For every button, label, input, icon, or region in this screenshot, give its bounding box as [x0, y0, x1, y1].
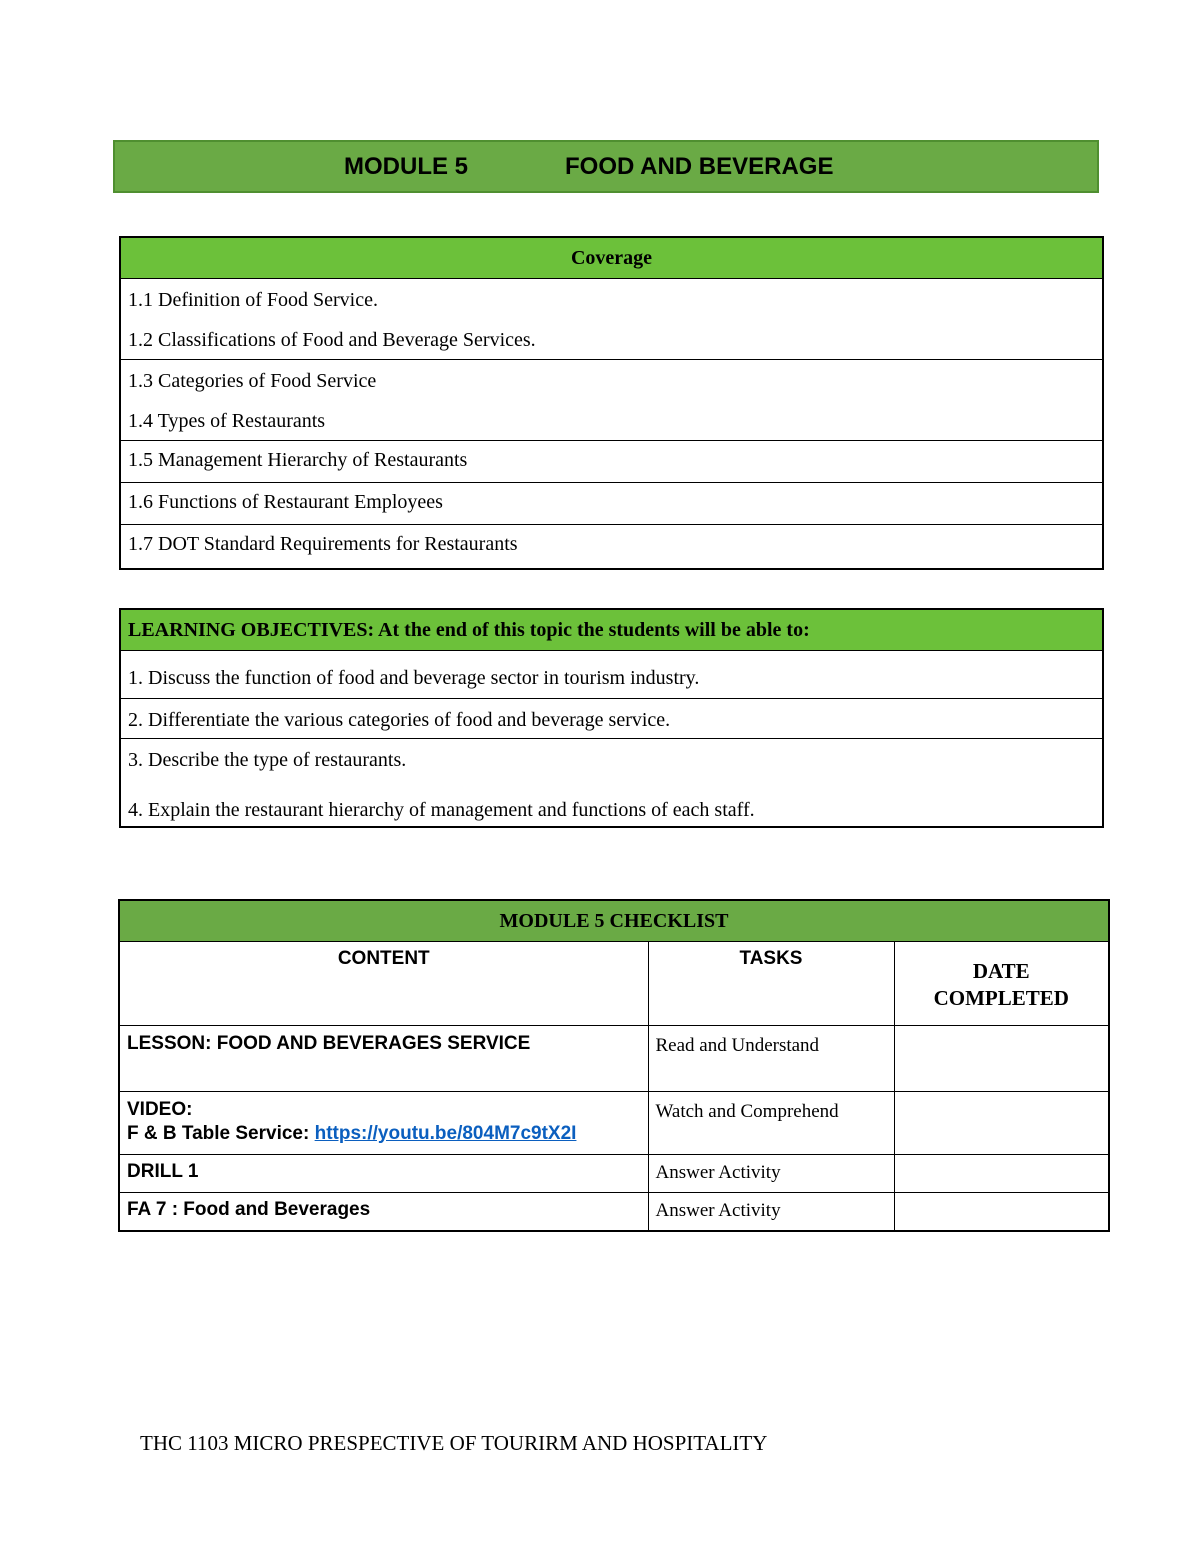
- task-cell: Watch and Comprehend: [648, 1092, 894, 1155]
- objective-item: 3. Describe the type of restaurants.: [128, 749, 407, 771]
- coverage-item: 1.1 Definition of Food Service.: [128, 289, 378, 311]
- date-completed-cell[interactable]: [894, 1092, 1109, 1155]
- coverage-item: 1.6 Functions of Restaurant Employees: [128, 491, 443, 513]
- coverage-heading: Coverage: [120, 237, 1103, 279]
- module-number: MODULE 5: [344, 153, 469, 180]
- coverage-item: 1.4 Types of Restaurants: [128, 410, 326, 432]
- objective-row: [120, 739, 1103, 827]
- coverage-row: [120, 525, 1103, 570]
- objective-row: [120, 651, 1103, 699]
- video-label: VIDEO:: [127, 1099, 193, 1120]
- table-row: [119, 1092, 1109, 1155]
- video-link[interactable]: https://youtu.be/804M7c9tX2I: [314, 1123, 577, 1144]
- coverage-row: [120, 279, 1103, 360]
- coverage-item: 1.5 Management Hierarchy of Restaurants: [128, 449, 468, 471]
- video-caption: F & B Table Service:: [127, 1123, 315, 1144]
- module-checklist-table: [118, 899, 1110, 1232]
- coverage-row: [120, 483, 1103, 525]
- checklist-title: MODULE 5 CHECKLIST: [119, 900, 1109, 942]
- table-row: [119, 1155, 1109, 1193]
- column-header-tasks: TASKS: [648, 942, 894, 1026]
- task-cell: Answer Activity: [648, 1155, 894, 1193]
- coverage-item: 1.2 Classifications of Food and Beverage Services.: [128, 329, 536, 351]
- column-header-date-completed: [894, 942, 1109, 1026]
- coverage-item: 1.7 DOT Standard Requirements for Restaurants: [128, 533, 518, 555]
- table-row: [119, 1193, 1109, 1231]
- objective-item: 2. Differentiate the various categories of food and beverage service.: [128, 709, 671, 731]
- learning-objectives-table: [119, 608, 1104, 828]
- coverage-item: 1.3 Categories of Food Service: [128, 370, 377, 392]
- coverage-row: [120, 441, 1103, 483]
- task-cell: Answer Activity: [648, 1193, 894, 1231]
- coverage-row: [120, 360, 1103, 441]
- objective-item: 4. Explain the restaurant hierarchy of management and functions of each staff.: [128, 799, 755, 821]
- objective-row: [120, 699, 1103, 739]
- table-row: [119, 1026, 1109, 1092]
- content-cell: LESSON: FOOD AND BEVERAGES SERVICE: [119, 1026, 648, 1092]
- date-header-line: DATE: [972, 959, 1030, 983]
- content-cell: FA 7 : Food and Beverages: [119, 1193, 648, 1231]
- content-cell: DRILL 1: [119, 1155, 648, 1193]
- objectives-heading: LEARNING OBJECTIVES: At the end of this topic the students will be able to:: [120, 609, 1103, 651]
- task-cell: Read and Understand: [648, 1026, 894, 1092]
- column-header-content: CONTENT: [119, 942, 648, 1026]
- objective-item: 1. Discuss the function of food and beverage sector in tourism industry.: [128, 667, 700, 689]
- date-completed-cell[interactable]: [894, 1155, 1109, 1193]
- date-header-line: COMPLETED: [933, 986, 1069, 1010]
- coverage-table: [119, 236, 1104, 570]
- module-title: FOOD AND BEVERAGE: [565, 153, 834, 180]
- module-banner: [113, 140, 1099, 193]
- date-completed-cell[interactable]: [894, 1026, 1109, 1092]
- page-footer: THC 1103 MICRO PRESPECTIVE OF TOURIRM AND HOSPITALITY: [140, 1431, 768, 1455]
- content-cell: [119, 1092, 648, 1155]
- date-completed-cell[interactable]: [894, 1193, 1109, 1231]
